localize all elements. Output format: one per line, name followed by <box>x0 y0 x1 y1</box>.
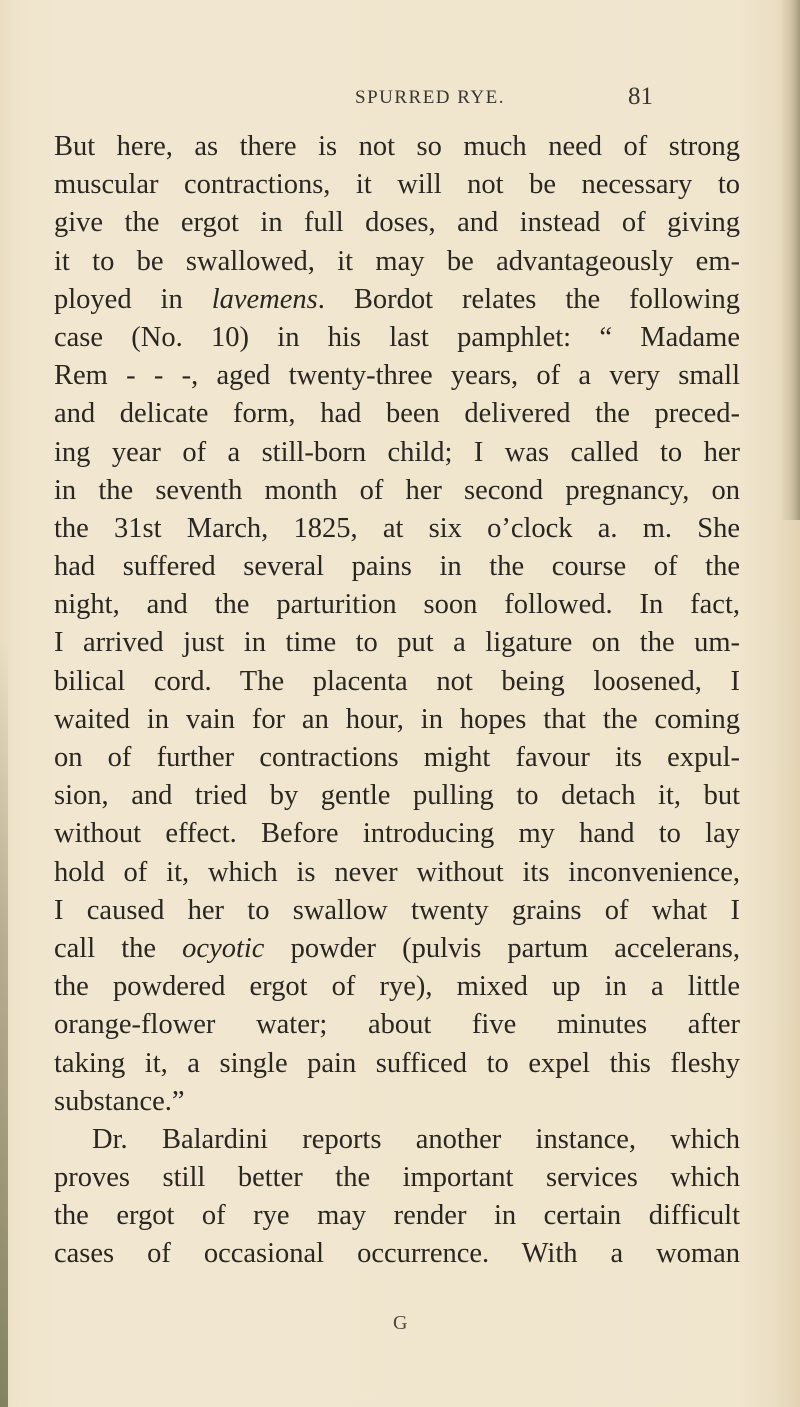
text-line: the 31st March, 1825, at six o’clock a. m. She <box>54 512 740 544</box>
body-text <box>54 128 740 1274</box>
text-segment: . Bordot relates the following <box>317 283 740 315</box>
text-line: orange-flower water; about five minutes after <box>54 1009 740 1041</box>
text-line: in the seventh month of her second pregnancy, on <box>54 474 740 506</box>
text-line <box>54 281 740 319</box>
text-line: the powdered ergot of rye), mixed up in a little <box>54 971 740 1003</box>
text-line: substance.” <box>54 1085 185 1117</box>
page-header <box>0 83 800 113</box>
text-line: bilical cord. The placenta not being loosened, I <box>54 665 740 697</box>
running-head: SPURRED RYE. <box>355 87 505 108</box>
text-line: proves still better the important services which <box>54 1162 740 1194</box>
text-line: the ergot of rye may render in certain difficult <box>54 1200 740 1232</box>
italic-term-lavemens: lavemens <box>211 283 318 315</box>
text-segment: call the <box>54 932 157 964</box>
text-line: Dr. Balardini reports another instance, which <box>92 1123 740 1155</box>
text-line: ing year of a still-born child; I was called to her <box>54 436 740 468</box>
signature-mark: G <box>393 1312 408 1334</box>
text-line: on of further contractions might favour its expul- <box>54 742 740 773</box>
text-line: I arrived just in time to put a ligature on the um- <box>54 627 740 659</box>
text-line: I caused her to swallow twenty grains of what I <box>54 894 740 926</box>
text-segment: powder (pulvis partum accelerans, <box>264 932 741 964</box>
text-line: waited in vain for an hour, in hopes that the coming <box>54 703 740 735</box>
text-line: it to be swallowed, it may be advantageously em- <box>54 245 740 277</box>
text-line: had suffered several pains in the course of the <box>54 551 740 583</box>
text-line: sion, and tried by gentle pulling to detach it, but <box>54 780 740 812</box>
text-line: Rem - - -, aged twenty-three years, of a very small <box>54 360 740 392</box>
text-line: cases of occasional occurrence. With a woman <box>54 1238 740 1270</box>
text-line <box>54 930 740 968</box>
page-number: 81 <box>628 83 653 110</box>
page-edge-shadow-right <box>780 0 800 520</box>
text-line: hold of it, which is never without its inconvenience, <box>54 856 740 888</box>
italic-term-ocyotic: ocyotic <box>182 932 265 964</box>
page-edge-shadow-left <box>0 640 8 1407</box>
text-line: taking it, a single pain sufficed to expel this fleshy <box>54 1047 740 1079</box>
text-line: case (No. 10) in his last pamphlet: “ Madame <box>54 321 740 353</box>
text-line: muscular contractions, it will not be necessary to <box>54 169 740 201</box>
text-line: and delicate form, had been delivered the preced- <box>54 398 740 430</box>
text-line: without effect. Before introducing my hand to lay <box>54 818 740 850</box>
text-line: give the ergot in full doses, and instead of giving <box>54 207 740 239</box>
text-line: But here, as there is not so much need of strong <box>54 131 740 162</box>
text-line: night, and the parturition soon followed. In fact, <box>54 589 740 621</box>
text-segment: ployed in <box>54 283 183 315</box>
